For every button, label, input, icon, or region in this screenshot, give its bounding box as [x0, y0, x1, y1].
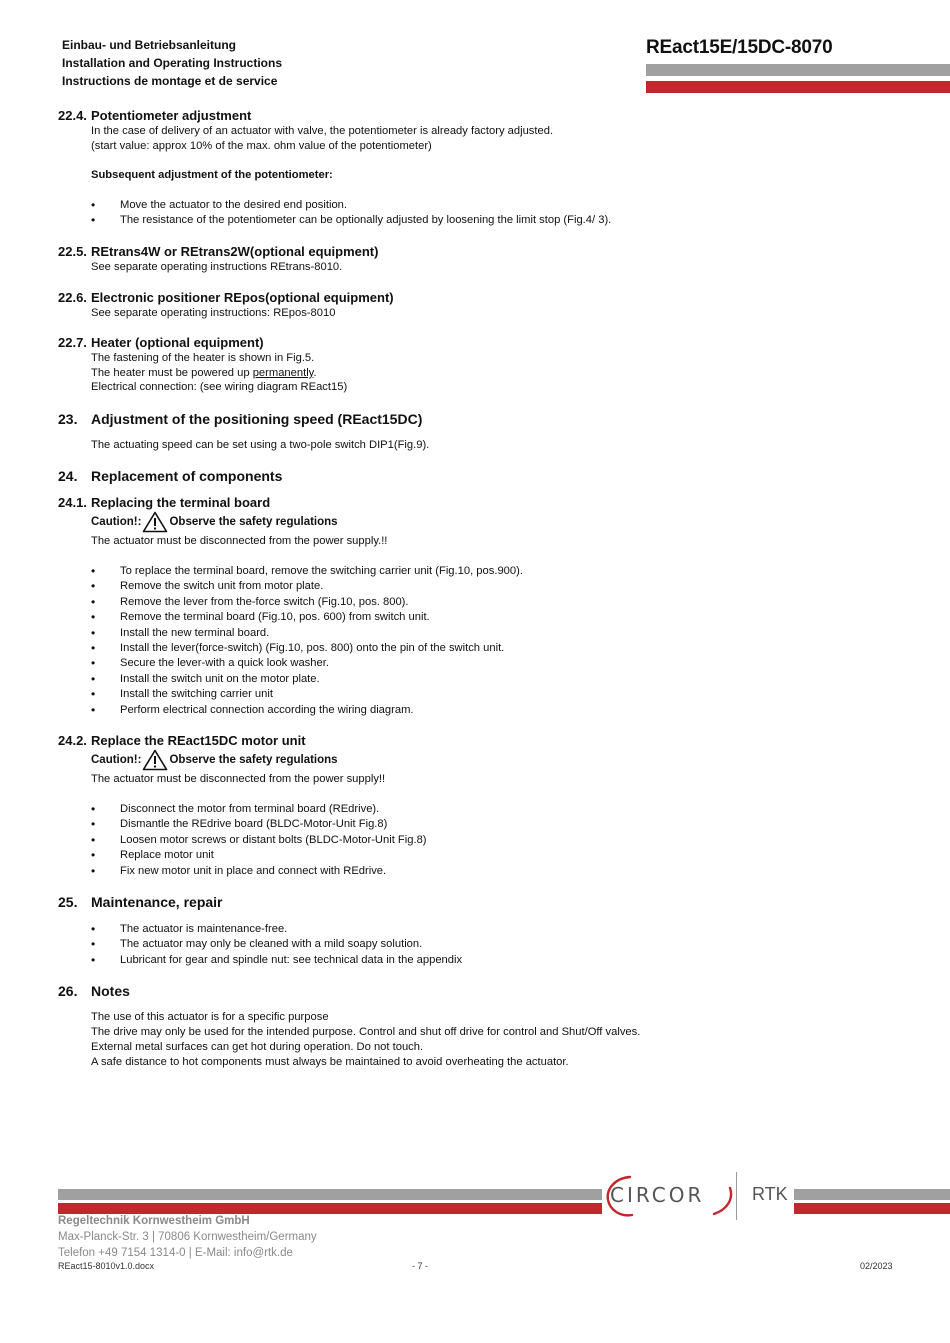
section-22-6-line: See separate operating instructions: REpos-8010 [91, 307, 336, 319]
list-item: • The actuator may only be cleaned with a mild soapy solution. [91, 937, 462, 952]
section-24-1-title: Replacing the terminal board [91, 495, 271, 510]
section-22-6-number: 22.6. [58, 290, 87, 305]
list-item: • The resistance of the potentiometer can be optionally adjusted by loosening the limit stop (Fig.4/ 3). [91, 213, 611, 228]
section-22-4-number: 22.4. [58, 108, 87, 123]
list-item: • Remove the lever from the-force switch (Fig.10, pos. 800). [91, 595, 523, 610]
footer-page-number: - 7 - [412, 1261, 429, 1271]
logo-divider [736, 1172, 737, 1220]
section-26-line-4: A safe distance to hot components must always be maintained to avoid overheating the actuator. [91, 1056, 569, 1068]
section-25-number: 25. [58, 894, 78, 910]
list-item: • Remove the switch unit from motor plate. [91, 579, 523, 594]
section-22-6-title: Electronic positioner REpos(optional equipment) [91, 290, 394, 305]
section-26-line-1: The use of this actuator is for a specific purpose [91, 1011, 329, 1023]
caution-text: Observe the safety regulations [169, 754, 338, 766]
footer-gray-bar [58, 1189, 602, 1200]
caution-label: Caution!: [91, 754, 142, 766]
section-24-2-bullets [91, 802, 427, 879]
list-item: • Install the lever(force-switch) (Fig.10, pos. 800) onto the pin of the switch unit. [91, 641, 523, 656]
footer-gray-bar-right [794, 1189, 950, 1200]
section-24-2-number: 24.2. [58, 733, 87, 748]
section-22-5-number: 22.5. [58, 244, 87, 259]
section-25-title: Maintenance, repair [91, 894, 223, 910]
section-22-7-line-1: The fastening of the heater is shown in Fig.5. [91, 352, 315, 364]
circor-wordmark: CIRCOR [610, 1183, 705, 1207]
header-line-de: Einbau- und Betriebsanleitung [62, 38, 237, 52]
header-gray-bar [646, 64, 950, 76]
section-22-7-line-2-pre: The heater must be powered up [91, 367, 253, 379]
warning-triangle-icon [142, 511, 168, 533]
section-23-line: The actuating speed can be set using a two-pole switch DIP1(Fig.9). [91, 439, 430, 451]
list-item: • Secure the lever-with a quick look washer. [91, 656, 523, 671]
section-22-7-title: Heater (optional equipment) [91, 335, 264, 350]
footer-address: Max-Planck-Str. 3 | 70806 Kornwestheim/Germany [58, 1231, 317, 1243]
section-22-4-line-1: In the case of delivery of an actuator with valve, the potentiometer is already factory adjusted. [91, 125, 554, 137]
section-23-title: Adjustment of the positioning speed (REact15DC) [91, 411, 423, 427]
list-item: • Install the switching carrier unit [91, 687, 523, 702]
section-26-line-2: The drive may only be used for the intended purpose. Control and shut off drive for control and Shut/Off valves. [91, 1026, 641, 1038]
list-item: • Perform electrical connection according the wiring diagram. [91, 703, 523, 718]
circor-logo [602, 1170, 796, 1222]
section-24-1-caution [91, 511, 338, 533]
caution-text: Observe the safety regulations [169, 516, 338, 528]
section-24-2-title: Replace the REact15DC motor unit [91, 733, 306, 748]
section-22-4-bullets [91, 198, 611, 229]
section-22-5-title: REtrans4W or REtrans2W(optional equipment) [91, 244, 379, 259]
section-22-4-title: Potentiometer adjustment [91, 108, 252, 123]
section-24-1-number: 24.1. [58, 495, 87, 510]
list-item: • Fix new motor unit in place and connect with REdrive. [91, 864, 427, 879]
section-24-1-line: The actuator must be disconnected from the power supply.!! [91, 535, 388, 547]
list-item: • Replace motor unit [91, 848, 427, 863]
list-item: • The actuator is maintenance-free. [91, 922, 462, 937]
footer-company: Regeltechnik Kornwestheim GmbH [58, 1215, 250, 1227]
header-red-bar [646, 81, 950, 93]
section-22-4-line-2: (start value: approx 10% of the max. ohm value of the potentiometer) [91, 140, 432, 152]
section-22-5-line: See separate operating instructions REtrans-8010. [91, 261, 343, 273]
section-24-number: 24. [58, 468, 78, 484]
list-item: • To replace the terminal board, remove the switching carrier unit (Fig.10, pos.900). [91, 564, 523, 579]
caution-label: Caution!: [91, 516, 142, 528]
list-item: • Install the switch unit on the motor plate. [91, 672, 523, 687]
warning-triangle-icon [142, 749, 168, 771]
section-26-title: Notes [91, 983, 130, 999]
section-24-1-bullets [91, 564, 523, 718]
footer-contact: Telefon +49 7154 1314-0 | E-Mail: info@rtk.de [58, 1247, 293, 1259]
list-item: • Move the actuator to the desired end position. [91, 198, 611, 213]
section-22-7-line-2-post: . [313, 367, 317, 379]
section-24-2-line: The actuator must be disconnected from the power supply!! [91, 773, 386, 785]
list-item: • Dismantle the REdrive board (BLDC-Motor-Unit Fig.8) [91, 817, 427, 832]
section-22-4-subheading: Subsequent adjustment of the potentiometer: [91, 169, 333, 181]
section-26-number: 26. [58, 983, 78, 999]
list-item: • Lubricant for gear and spindle nut: see technical data in the appendix [91, 953, 462, 968]
section-22-7-line-3: Electrical connection: (see wiring diagram REact15) [91, 381, 348, 393]
footer-red-bar-right [794, 1203, 950, 1214]
section-22-7-number: 22.7. [58, 335, 87, 350]
section-23-number: 23. [58, 411, 78, 427]
footer-filename: REact15-8010v1.0.docx [58, 1261, 155, 1271]
section-22-7-line-2 [91, 366, 317, 381]
section-26-line-3: External metal surfaces can get hot during operation. Do not touch. [91, 1041, 424, 1053]
footer-red-bar [58, 1203, 602, 1214]
list-item: • Remove the terminal board (Fig.10, pos. 600) from switch unit. [91, 610, 523, 625]
list-item: • Install the new terminal board. [91, 626, 523, 641]
footer-date: 02/2023 [860, 1261, 893, 1271]
section-24-title: Replacement of components [91, 468, 283, 484]
list-item: • Disconnect the motor from terminal board (REdrive). [91, 802, 427, 817]
rtk-wordmark: RTK [752, 1184, 788, 1204]
section-24-2-caution [91, 749, 338, 771]
section-25-bullets [91, 922, 462, 968]
section-22-7-line-2-underlined: permanently [252, 367, 314, 379]
header-line-en: Installation and Operating Instructions [62, 56, 283, 70]
list-item: • Loosen motor screws or distant bolts (BLDC-Motor-Unit Fig.8) [91, 833, 427, 848]
doc-title: REact15E/15DC-8070 [646, 37, 833, 58]
header-line-fr: Instructions de montage et de service [62, 74, 278, 88]
